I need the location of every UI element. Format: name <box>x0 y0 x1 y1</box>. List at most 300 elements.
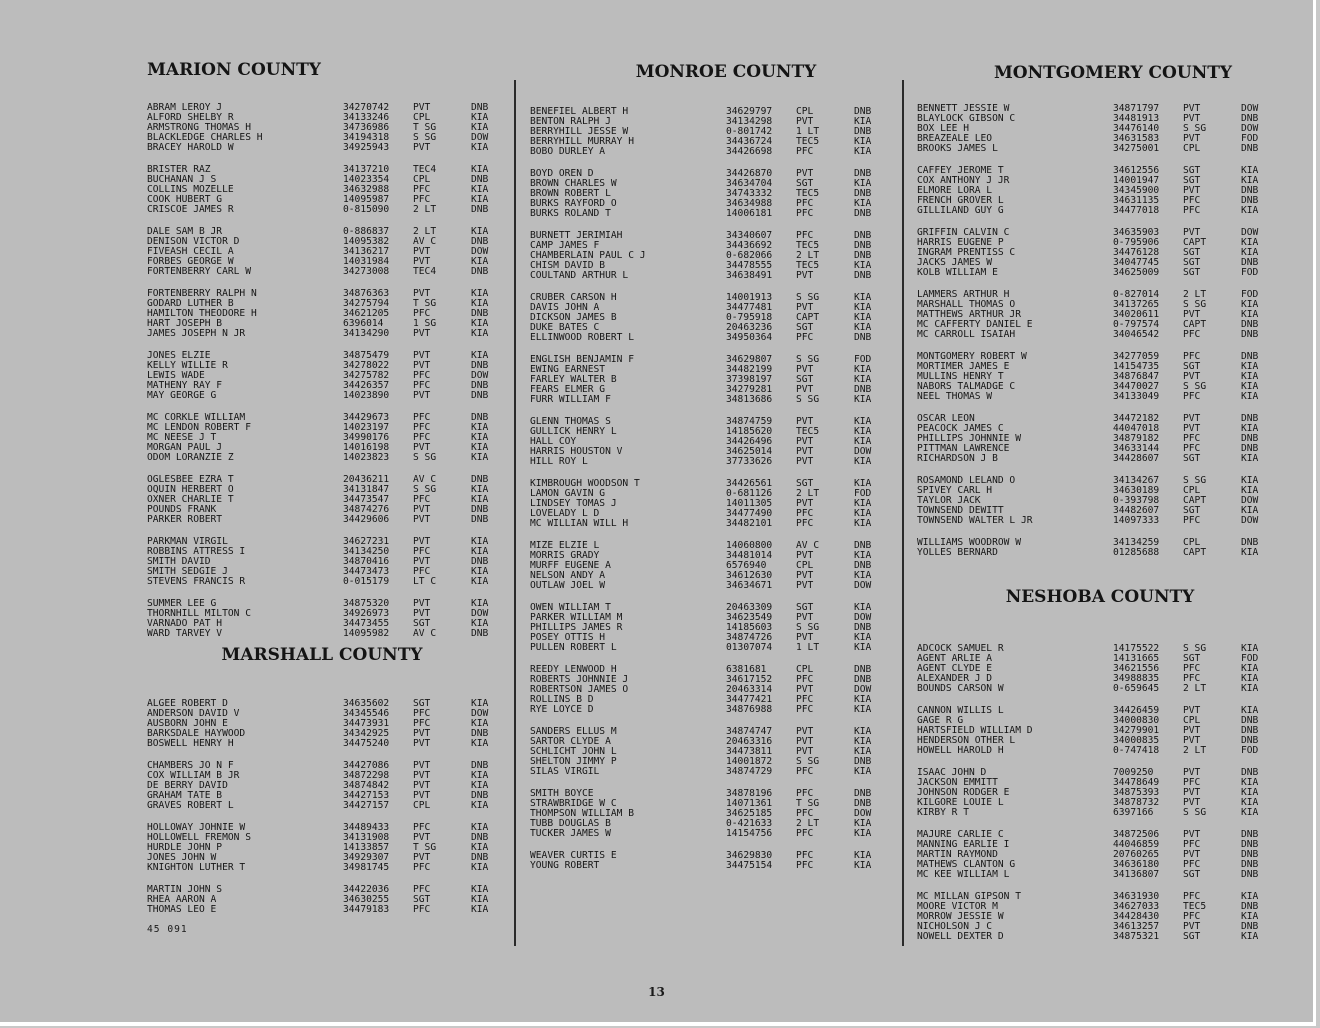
rank: PVT <box>796 416 814 427</box>
serial-number: 34426496 <box>726 436 773 447</box>
serial-number: 14071361 <box>726 798 773 809</box>
rank: PVT <box>796 736 814 747</box>
status: DNB <box>854 250 872 261</box>
soldier-name: MATTHEWS ARTHUR JR <box>917 310 1021 320</box>
serial-number: 34475240 <box>343 738 390 749</box>
status: KIA <box>854 322 872 333</box>
status: KIA <box>471 194 489 205</box>
soldier-name: KNIGHTON LUTHER T <box>147 863 246 873</box>
rank: PVT <box>1183 767 1201 778</box>
rank: S SG <box>796 354 820 365</box>
roster-group <box>530 665 894 715</box>
rank: CPL <box>413 112 431 123</box>
soldier-name: BREAZEALE LEO <box>917 134 993 144</box>
rank: PFC <box>413 370 431 381</box>
status: DOW <box>1241 227 1259 238</box>
soldier-name: MATHEWS CLANTON G <box>917 860 1016 870</box>
serial-number: 14001913 <box>726 292 773 303</box>
status: KIA <box>471 142 489 153</box>
roster-row <box>147 739 511 749</box>
soldier-name: HURDLE JOHN P <box>147 843 223 853</box>
status: DNB <box>1241 185 1259 196</box>
rank: AV C <box>796 540 820 551</box>
status: KIA <box>471 862 489 873</box>
status: DOW <box>1241 495 1259 506</box>
roster-row <box>917 392 1281 402</box>
rank: PVT <box>413 142 431 153</box>
roster-row <box>530 643 894 653</box>
roster-row <box>917 424 1281 434</box>
roster-row <box>917 186 1281 196</box>
serial-number: 34876363 <box>343 288 390 299</box>
status: KIA <box>854 508 872 519</box>
status: DNB <box>854 384 872 395</box>
rank: SGT <box>413 894 431 905</box>
roster-row <box>917 902 1281 912</box>
rank: PVT <box>413 350 431 361</box>
serial-number: 34631930 <box>1113 891 1160 902</box>
rank: PFC <box>796 704 814 715</box>
status: DNB <box>1241 767 1259 778</box>
soldier-name: MC KEE WILLIAM L <box>917 870 1010 880</box>
rank: PFC <box>413 566 431 577</box>
roster-row <box>917 310 1281 320</box>
soldier-name: MARTIN RAYMOND <box>917 850 998 860</box>
status: KIA <box>1241 663 1259 674</box>
status: KIA <box>471 122 489 133</box>
status: KIA <box>854 518 872 529</box>
status: KIA <box>1241 205 1259 216</box>
roster-row <box>530 355 894 365</box>
serial-number: 34426698 <box>726 146 773 157</box>
soldier-name: MATHENY RAY F <box>147 381 223 391</box>
roster-row <box>530 789 894 799</box>
serial-number: 34872506 <box>1113 829 1160 840</box>
rank: T SG <box>413 122 437 133</box>
serial-number: 14131665 <box>1113 653 1160 664</box>
status: KIA <box>1241 777 1259 788</box>
roster-row <box>917 176 1281 186</box>
roster-row <box>147 309 511 319</box>
rank: PFC <box>413 546 431 557</box>
roster-row <box>530 737 894 747</box>
status: KIA <box>854 456 872 467</box>
soldier-name: FRENCH GROVER L <box>917 196 1004 206</box>
roster-row <box>147 413 511 423</box>
serial-number: 34340607 <box>726 230 773 241</box>
rank: PVT <box>413 390 431 401</box>
rank: PVT <box>1183 309 1201 320</box>
serial-number: 0-795918 <box>726 312 773 323</box>
roster-row <box>530 437 894 447</box>
soldier-name: MC WILLIAN WILL H <box>530 519 629 529</box>
serial-number: 14097333 <box>1113 515 1160 526</box>
soldier-name: HOLLOWAY JOHNIE W <box>147 823 246 833</box>
roster-row <box>530 209 894 219</box>
rank: SGT <box>1183 267 1201 278</box>
status: KIA <box>854 198 872 209</box>
soldier-name: RICHARDSON J B <box>917 454 998 464</box>
soldier-name: FARLEY WALTER B <box>530 375 617 385</box>
status: KIA <box>471 546 489 557</box>
status: KIA <box>854 374 872 385</box>
rank: LT C <box>413 576 437 587</box>
rank: PVT <box>413 442 431 453</box>
roster-row <box>917 830 1281 840</box>
rank: AV C <box>413 474 437 485</box>
rank: PVT <box>413 760 431 771</box>
soldier-name: HARTSFIELD WILLIAM D <box>917 726 1033 736</box>
roster-group <box>917 228 1281 278</box>
soldier-name: PARKER WILLIAM M <box>530 613 623 623</box>
roster-row <box>917 486 1281 496</box>
soldier-name: AGENT CLYDE E <box>917 664 993 674</box>
soldier-name: FORTENBERRY CARL W <box>147 267 251 277</box>
rank: PVT <box>1183 921 1201 932</box>
soldier-name: SMITH BOYCE <box>530 789 594 799</box>
roster-row <box>147 537 511 547</box>
rank: PFC <box>413 904 431 915</box>
status: KIA <box>471 226 489 237</box>
rank: 2 LT <box>1183 289 1207 300</box>
rank: CPL <box>796 664 814 675</box>
soldier-name: BENEFIEL ALBERT H <box>530 107 629 117</box>
roster-group <box>530 107 894 157</box>
soldier-name: MC LENDON ROBERT F <box>147 423 251 433</box>
roster-row <box>917 434 1281 444</box>
status: KIA <box>1241 371 1259 382</box>
roster-row <box>530 365 894 375</box>
serial-number: 34627033 <box>1113 901 1160 912</box>
roster-row <box>147 781 511 791</box>
soldier-name: OQUIN HERBERT O <box>147 485 234 495</box>
soldier-name: MONTGOMERY ROBERT W <box>917 352 1027 362</box>
status: KIA <box>1241 165 1259 176</box>
soldier-name: GLENN THOMAS S <box>530 417 611 427</box>
serial-number: 34875479 <box>343 350 390 361</box>
serial-number: 34275782 <box>343 370 390 381</box>
status: KIA <box>854 478 872 489</box>
rank: CPL <box>413 800 431 811</box>
soldier-name: GRAHAM TATE B <box>147 791 223 801</box>
status: DNB <box>471 174 489 185</box>
soldier-name: PEACOCK JAMES C <box>917 424 1004 434</box>
roster-row <box>147 699 511 709</box>
status: KIA <box>854 292 872 303</box>
roster-row <box>917 414 1281 424</box>
roster-row <box>917 548 1281 558</box>
status: DNB <box>854 664 872 675</box>
roster-group <box>147 103 511 153</box>
soldier-name: SCHLICHT JOHN L <box>530 747 617 757</box>
status: KIA <box>1241 705 1259 716</box>
status: KIA <box>1241 643 1259 654</box>
roster-row <box>530 747 894 757</box>
roster-row <box>917 290 1281 300</box>
roster-row <box>147 475 511 485</box>
soldier-name: ROBERTSON JAMES O <box>530 685 629 695</box>
serial-number: 7009250 <box>1113 767 1154 778</box>
rank: SGT <box>1183 931 1201 942</box>
serial-number: 34879182 <box>1113 433 1160 444</box>
roster-row <box>147 143 511 153</box>
serial-number: 34874726 <box>726 632 773 643</box>
serial-number: 34634671 <box>726 580 773 591</box>
serial-number: 34473811 <box>726 746 773 757</box>
status: DNB <box>471 412 489 423</box>
serial-number: 34427086 <box>343 760 390 771</box>
soldier-name: THORNHILL MILTON C <box>147 609 251 619</box>
rank: PFC <box>796 518 814 529</box>
status: FOD <box>1241 133 1259 144</box>
serial-number: 34426870 <box>726 168 773 179</box>
soldier-name: BUCHANAN J S <box>147 175 217 185</box>
roster-group <box>530 541 894 591</box>
serial-number: 6576940 <box>726 560 767 571</box>
status: DNB <box>1241 443 1259 454</box>
rank: PFC <box>1183 205 1201 216</box>
rank: 2 LT <box>796 488 820 499</box>
rank: S SG <box>1183 123 1207 134</box>
roster-row <box>917 476 1281 486</box>
status: KIA <box>854 498 872 509</box>
status: DNB <box>1241 859 1259 870</box>
serial-number: 14060800 <box>726 540 773 551</box>
roster-row <box>147 719 511 729</box>
roster-group <box>917 290 1281 340</box>
serial-number: 14023890 <box>343 390 390 401</box>
status: KIA <box>854 632 872 643</box>
status: DOW <box>471 370 489 381</box>
rank: PVT <box>1183 725 1201 736</box>
soldier-name: BRACEY HAROLD W <box>147 143 234 153</box>
status: KIA <box>1241 673 1259 684</box>
status: DNB <box>471 852 489 863</box>
soldier-name: BROWN CHARLES W <box>530 179 617 189</box>
soldier-name: TUCKER JAMES W <box>530 829 611 839</box>
roster-row <box>147 237 511 247</box>
serial-number: 6397166 <box>1113 807 1154 818</box>
serial-number: 34345546 <box>343 708 390 719</box>
rank: 1 SG <box>413 318 437 329</box>
serial-number: 34046542 <box>1113 329 1160 340</box>
roster-row <box>147 599 511 609</box>
roster-row <box>530 665 894 675</box>
roster-group <box>147 413 511 463</box>
rank: PVT <box>796 612 814 623</box>
roster-row <box>530 509 894 519</box>
serial-number: 20760265 <box>1113 849 1160 860</box>
rank: SGT <box>796 322 814 333</box>
soldier-name: ROSAMOND LELAND O <box>917 476 1016 486</box>
soldier-name: DICKSON JAMES B <box>530 313 617 323</box>
rank: PVT <box>413 728 431 739</box>
soldier-name: MC CARROLL ISAIAH <box>917 330 1016 340</box>
serial-number: 34929307 <box>343 852 390 863</box>
roster-row <box>530 829 894 839</box>
soldier-name: FEARS ELMER G <box>530 385 606 395</box>
roster-row <box>147 361 511 371</box>
roster-row <box>147 823 511 833</box>
soldier-name: KIMBROUGH WOODSON T <box>530 479 640 489</box>
rank: PFC <box>413 884 431 895</box>
serial-number: 0-681126 <box>726 488 773 499</box>
soldier-name: TUBB DOUGLAS B <box>530 819 611 829</box>
soldier-name: HILL ROY L <box>530 457 588 467</box>
status: DNB <box>854 560 872 571</box>
serial-number: 0-747418 <box>1113 745 1160 756</box>
status: KIA <box>471 432 489 443</box>
status: DNB <box>471 556 489 567</box>
roster-row <box>530 417 894 427</box>
serial-number: 0-682066 <box>726 250 773 261</box>
roster-row <box>147 885 511 895</box>
roster-row <box>917 372 1281 382</box>
roster-row <box>917 808 1281 818</box>
roster-row <box>530 231 894 241</box>
roster-group <box>917 104 1281 154</box>
roster-row <box>147 905 511 915</box>
soldier-name: MORTIMER JAMES E <box>917 362 1010 372</box>
soldier-name: LINDSEY TOMAS J <box>530 499 617 509</box>
roster-row <box>530 179 894 189</box>
rank: PVT <box>1183 849 1201 860</box>
serial-number: 34473931 <box>343 718 390 729</box>
serial-number: 14154735 <box>1113 361 1160 372</box>
status: KIA <box>854 416 872 427</box>
soldier-name: FORTENBERRY RALPH N <box>147 289 257 299</box>
serial-number: 34631583 <box>1113 133 1160 144</box>
soldier-name: WILLIAMS WOODROW W <box>917 538 1021 548</box>
soldier-name: NABORS TALMADGE C <box>917 382 1016 392</box>
status: DNB <box>471 360 489 371</box>
rank: S SG <box>1183 299 1207 310</box>
roster-row <box>147 267 511 277</box>
soldier-name: ALFORD SHELBY R <box>147 113 234 123</box>
soldier-name: BRISTER RAZ <box>147 165 211 175</box>
roster-row <box>917 654 1281 664</box>
serial-number: 34131908 <box>343 832 390 843</box>
serial-number: 34926973 <box>343 608 390 619</box>
soldier-name: YOUNG ROBERT <box>530 861 600 871</box>
roster-row <box>917 860 1281 870</box>
roster-row <box>917 104 1281 114</box>
rank: TEC4 <box>413 266 437 277</box>
status: KIA <box>471 842 489 853</box>
status: KIA <box>1241 453 1259 464</box>
soldier-name: ANDERSON DAVID V <box>147 709 240 719</box>
roster-row <box>530 427 894 437</box>
serial-number: 34428430 <box>1113 911 1160 922</box>
status: KIA <box>471 442 489 453</box>
rank: PFC <box>413 494 431 505</box>
roster-marion <box>147 103 511 651</box>
status: DNB <box>854 674 872 685</box>
status: KIA <box>854 178 872 189</box>
roster-row <box>147 853 511 863</box>
roster-row <box>530 147 894 157</box>
serial-number: 34612556 <box>1113 165 1160 176</box>
status: DNB <box>1241 413 1259 424</box>
status: KIA <box>1241 475 1259 486</box>
roster-row <box>147 391 511 401</box>
roster-row <box>530 675 894 685</box>
roster-row <box>917 768 1281 778</box>
serial-number: 37733626 <box>726 456 773 467</box>
rank: PVT <box>796 446 814 457</box>
roster-row <box>530 551 894 561</box>
soldier-name: NEEL THOMAS W <box>917 392 993 402</box>
soldier-name: BOX LEE H <box>917 124 969 134</box>
soldier-name: BURKS ROLAND T <box>530 209 611 219</box>
status: DOW <box>854 446 872 457</box>
rank: PFC <box>796 694 814 705</box>
status: KIA <box>471 452 489 463</box>
serial-number: 34629830 <box>726 850 773 861</box>
roster-group <box>917 892 1281 942</box>
soldier-name: MOORE VICTOR M <box>917 902 998 912</box>
serial-number: 34426561 <box>726 478 773 489</box>
rank: PVT <box>796 684 814 695</box>
serial-number: 34342925 <box>343 728 390 739</box>
rank: PFC <box>413 822 431 833</box>
county-title-montgomery: MONTGOMERY COUNTY <box>993 63 1233 83</box>
status: FOD <box>854 488 872 499</box>
soldier-name: SHELTON JIMMY P <box>530 757 617 767</box>
serial-number: 34874276 <box>343 504 390 515</box>
roster-row <box>917 674 1281 684</box>
roster-row <box>530 633 894 643</box>
status: KIA <box>1241 299 1259 310</box>
serial-number: 34482101 <box>726 518 773 529</box>
soldier-name: MC CORKLE WILLIAM <box>147 413 246 423</box>
soldier-name: OSCAR LEON <box>917 414 975 424</box>
serial-number: 34635602 <box>343 698 390 709</box>
rank: S SG <box>796 622 820 633</box>
soldier-name: STEVENS FRANCIS R <box>147 577 246 587</box>
roster-row <box>147 485 511 495</box>
rank: PFC <box>796 230 814 241</box>
roster-row <box>530 107 894 117</box>
serial-number: 34627231 <box>343 536 390 547</box>
rank: 2 LT <box>1183 683 1207 694</box>
rank: 2 LT <box>413 226 437 237</box>
roster-group <box>917 768 1281 818</box>
rank: PVT <box>796 436 814 447</box>
county-title-monroe: MONROE COUNTY <box>635 62 817 82</box>
soldier-name: WEAVER CURTIS E <box>530 851 617 861</box>
status: DNB <box>1241 537 1259 548</box>
roster-row <box>530 117 894 127</box>
rank: S SG <box>796 756 820 767</box>
soldier-name: NICHOLSON J C <box>917 922 993 932</box>
serial-number: 34194318 <box>343 132 390 143</box>
serial-number: 6396014 <box>343 318 384 329</box>
soldier-name: LEWIS WADE <box>147 371 205 381</box>
serial-number: 34476128 <box>1113 247 1160 258</box>
status: DOW <box>854 580 872 591</box>
serial-number: 34876988 <box>726 704 773 715</box>
soldier-name: PHILLIPS JAMES R <box>530 623 623 633</box>
status: KIA <box>471 422 489 433</box>
roster-row <box>147 709 511 719</box>
soldier-name: BARKSDALE HAYWOOD <box>147 729 246 739</box>
roster-row <box>530 705 894 715</box>
rank: TEC5 <box>1183 901 1207 912</box>
roster-row <box>917 506 1281 516</box>
roster-group <box>147 599 511 639</box>
serial-number: 14023354 <box>343 174 390 185</box>
